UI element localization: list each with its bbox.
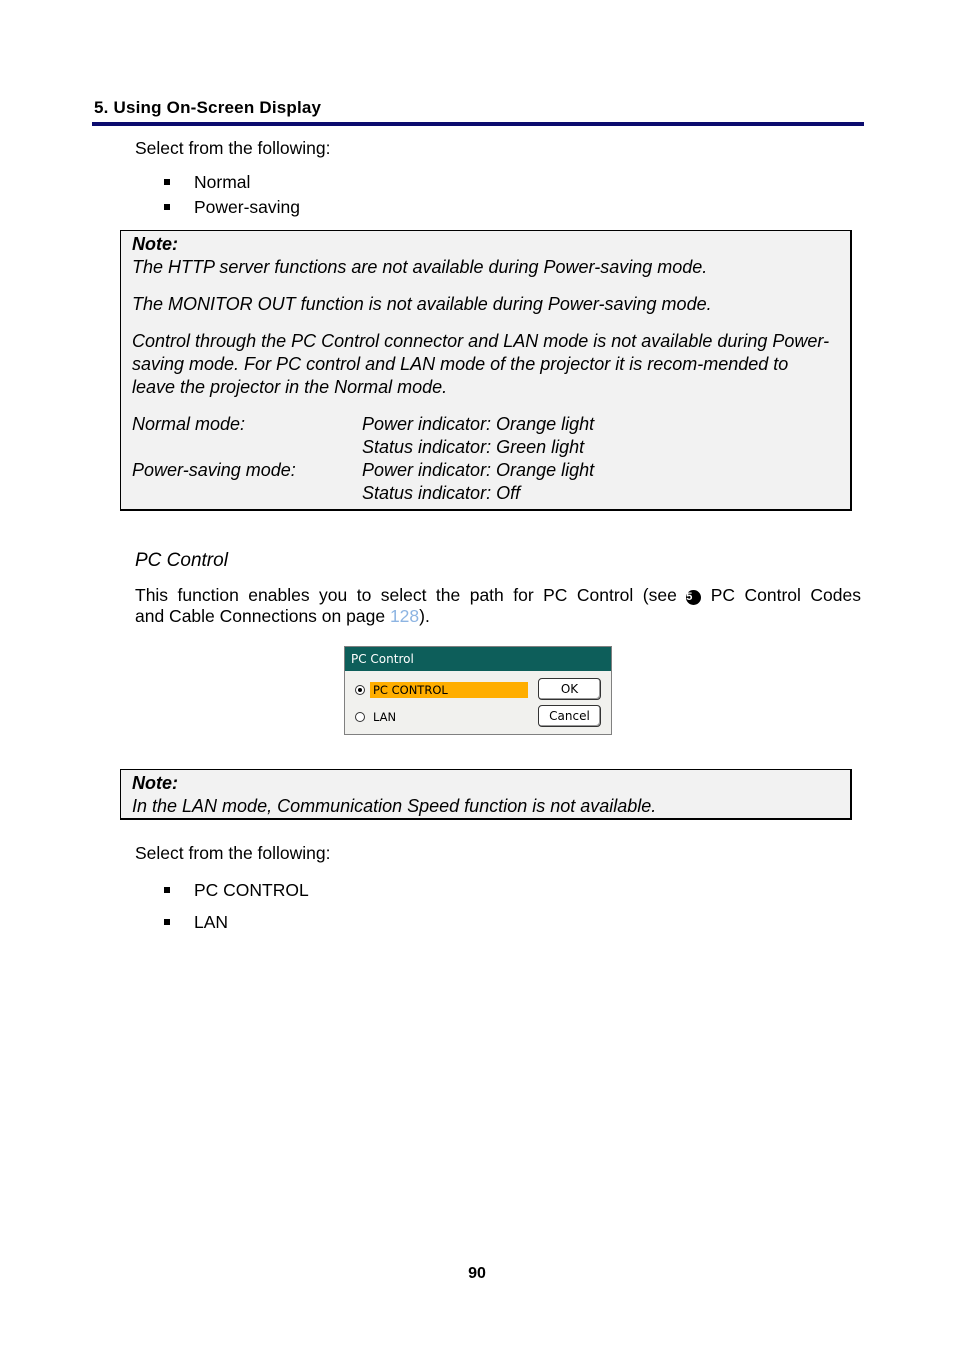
mode-indicator-line: Status indicator: Green light [362,437,585,457]
bullet-square-icon [164,919,170,925]
pc-control-heading: PC Control [135,550,228,571]
dialog-title: PC Control [345,647,611,671]
circled-five-icon: 5 [686,590,701,605]
section-header: 5. Using On-Screen Display [94,98,322,117]
mode-label: Normal mode: [132,414,246,434]
note-paragraph: In the LAN mode, Communication Speed function is not available. [132,796,657,816]
note-title: Note: [132,773,178,793]
note-title: Note: [132,234,178,254]
list-item: LAN [160,912,309,937]
bullet-square-icon [164,887,170,893]
pc-control-description: This function enables you to select the path for PC Control (see 5 PC Control Codes and Cable Connections on page 128). [135,585,861,626]
note-paragraph: The HTTP server functions are not available during Power-saving mode. [132,257,708,277]
note-box-lan [120,769,852,820]
ok-button[interactable]: OK [538,678,601,700]
page-link[interactable]: 128 [389,606,420,626]
mode-indicator-line: Status indicator: Off [362,483,521,503]
bullet-square-icon [164,179,170,185]
header-rule [92,122,864,126]
note-paragraph: Control through the PC Control connector and LAN mode is not available during Power-saving mode. For PC control and LAN mode of the projector it is recom-mended to leave the projector in the Normal mode. [132,331,830,397]
pc-intro: Select from the following: [135,843,331,863]
note-box-power-saving [120,230,852,511]
radio-label: LAN [373,710,397,724]
radio-unchecked-icon[interactable] [355,712,365,722]
mode-indicator-line: Power indicator: Orange light [362,460,595,480]
pc-control-dialog [344,646,612,735]
mode-indicator-table [132,413,850,505]
list-item: Normal [160,172,300,197]
note-paragraph: The MONITOR OUT function is not available during Power-saving mode. [132,294,712,314]
bullet-square-icon [164,204,170,210]
cancel-button[interactable]: Cancel [538,705,601,727]
list-item: PC CONTROL [160,880,309,912]
power-intro: Select from the following: [135,138,331,158]
pc-options-list [160,880,309,937]
radio-label: PC CONTROL [370,682,528,698]
mode-row-power-saving [132,459,850,505]
radio-option-pc-control[interactable] [355,681,528,699]
page-number: 90 [468,1265,486,1282]
mode-label: Power-saving mode: [132,460,296,480]
radio-option-lan[interactable] [355,708,399,726]
mode-indicator-line: Power indicator: Orange light [362,414,595,434]
power-options-list [160,172,300,222]
radio-checked-icon[interactable] [355,685,365,695]
mode-row-normal [132,413,850,459]
list-item: Power-saving [160,197,300,222]
